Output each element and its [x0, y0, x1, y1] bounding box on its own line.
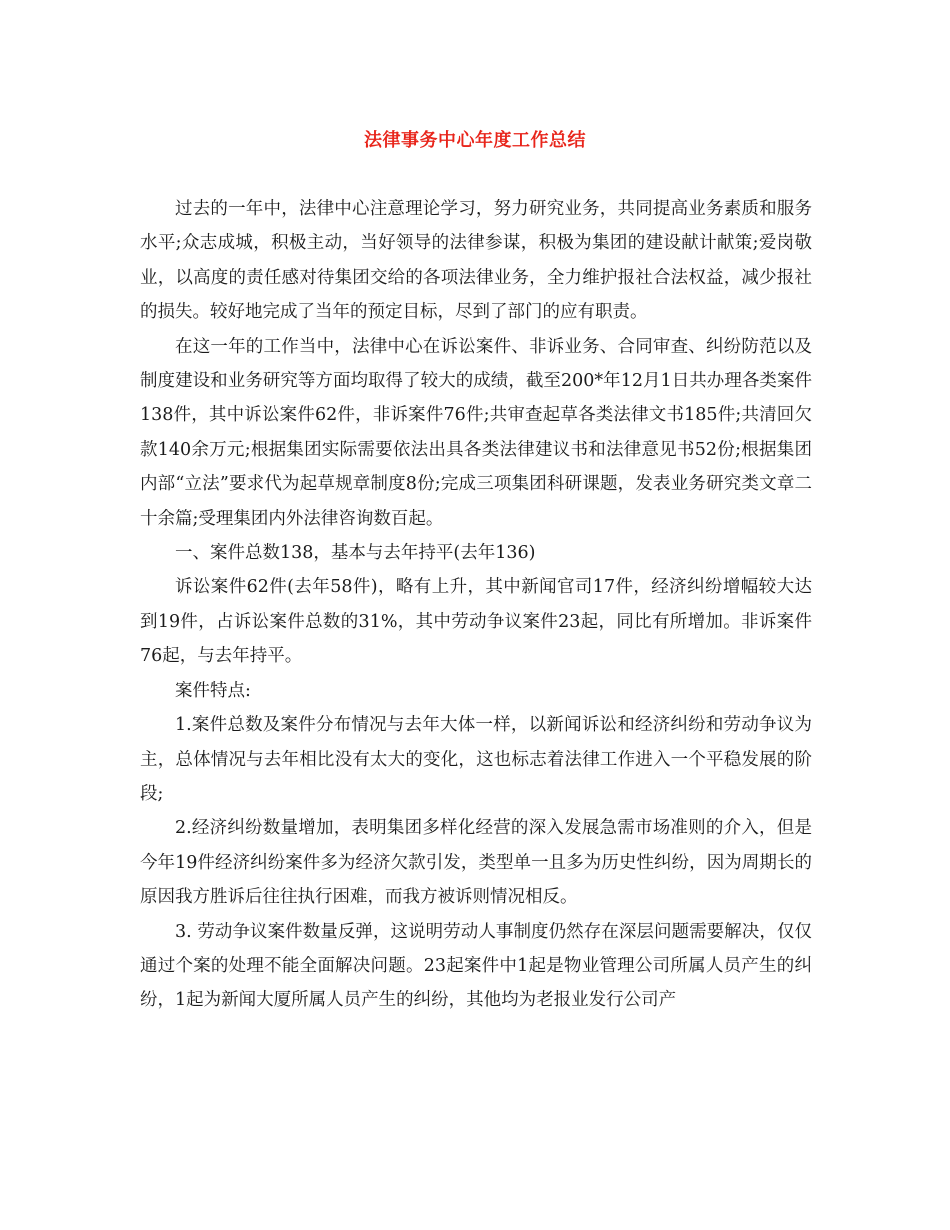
- subheading-case-features: 案件特点:: [175, 680, 251, 701]
- section-heading-case-total: 一、案件总数138，基本与去年持平(去年136): [175, 543, 536, 564]
- list-item-feature-2: 2.经济纠纷数量增加，表明集团多样化经营的深入发展急需市场准则的介入，但是今年19件经济纠纷案件多为经济欠款引发，类型单一且多为历史性纠纷，因为周期长的原因我方胜诉后往往执行困难，而我方被诉则情况相反。: [140, 818, 812, 908]
- list-item-feature-1: 1.案件总数及案件分布情况与去年大体一样，以新闻诉讼和经济纠纷和劳动争议为主，总体情况与去年相比没有太大的变化，这也标志着法律工作进入一个平稳发展的阶段;: [140, 715, 812, 804]
- list-item-feature-3: 3. 劳动争议案件数量反弹，这说明劳动人事制度仍然存在深层问题需要解决，仅仅通过个案的处理不能全面解决问题。23起案件中1起是物业管理公司所属人员产生的纠纷，1起为新闻大厦所属人员产生的纠纷，其他均为老报业发行公司产: [140, 921, 812, 1011]
- document-title: 法律事务中心年度工作总结: [364, 130, 586, 151]
- paragraph-litigation-cases: 诉讼案件62件(去年58件)，略有上升，其中新闻官司17件，经济纠纷增幅较大达到19件，占诉讼案件总数的31%，其中劳动争议案件23起，同比有所增加。非诉案件76起，与去年持平。: [140, 577, 812, 667]
- paragraph-intro: 过去的一年中，法律中心注意理论学习，努力研究业务，共同提高业务素质和服务水平;众志成城，积极主动，当好领导的法律参谋，积极为集团的建设献计献策;爱岗敬业，以高度的责任感对待集团交给的各项法律业务，全力维护报社合法权益，减少报社的损失。较好地完成了当年的预定目标，尽到了部门的应有职责。: [140, 199, 812, 323]
- paragraph-achievements: 在这一年的工作当中，法律中心在诉讼案件、非诉业务、合同审查、纠纷防范以及制度建设和业务研究等方面均取得了较大的成绩，截至200*年12月1日共办理各类案件138件，其中诉讼案件62件，非诉案件76件;共审查起草各类法律文书185件;共清回欠款140余万元;根据集团实际需要依法出具各类法律建议书和法律意见书52份;根据集团内部“立法”要求代为起草规章制度8份;完成三项集团科研课题，发表业务研究类文章二十余篇;受理集团内外法律咨询数百起。: [140, 336, 812, 529]
- document-body: [140, 192, 812, 1018]
